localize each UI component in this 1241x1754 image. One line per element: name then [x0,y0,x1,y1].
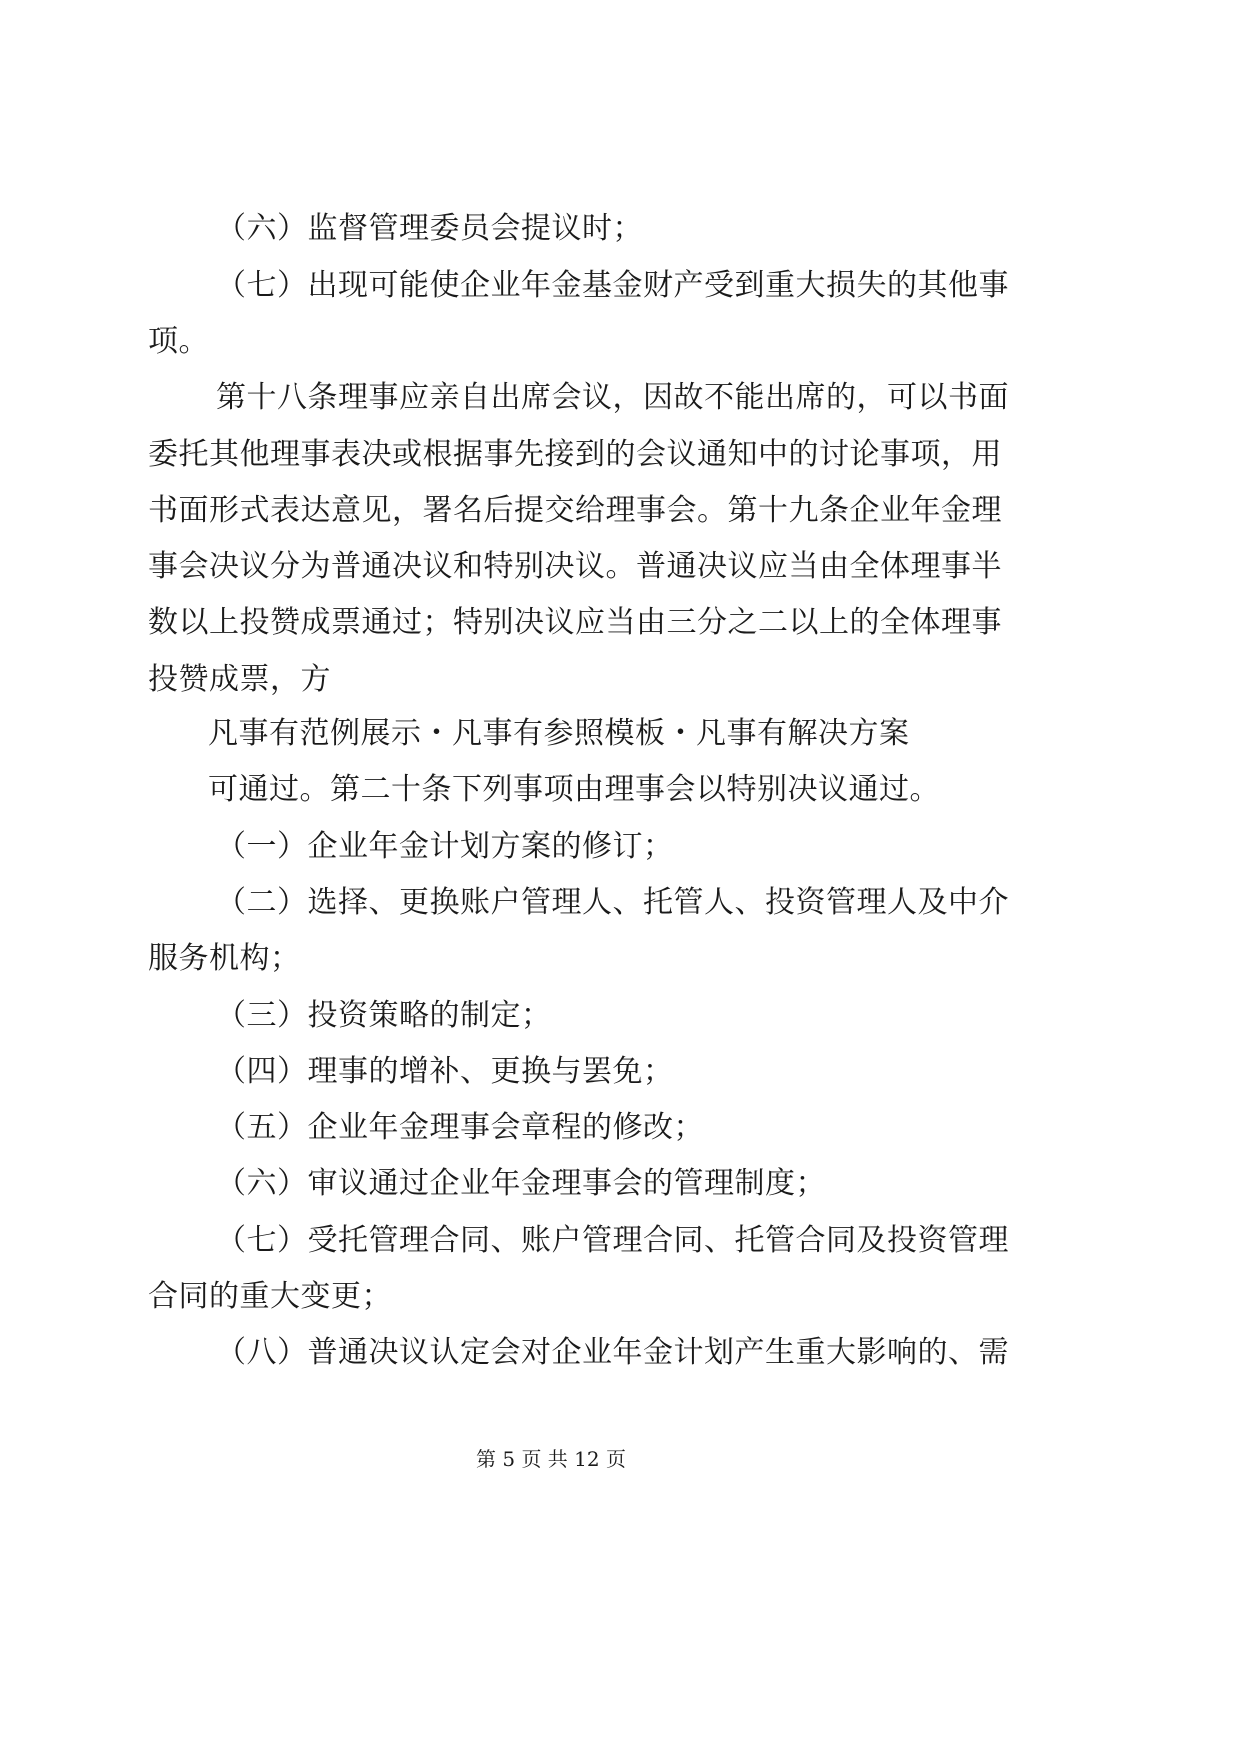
text-line: （六）监督管理委员会提议时； [216,211,643,246]
text-line: （四）理事的增补、更换与罢免； [216,1054,674,1089]
text-line: 凡事有范例展示・凡事有参照模板・凡事有解决方案 [208,716,910,751]
text-line: 委托其他理事表决或根据事先接到的会议通知中的讨论事项，用 [148,437,1002,472]
text-line: （五）企业年金理事会章程的修改； [216,1110,704,1145]
text-line: 服务机构； [148,941,301,976]
text-line: 事会决议分为普通决议和特别决议。普通决议应当由全体理事半 [148,549,1002,584]
text-line: 书面形式表达意见，署名后提交给理事会。第十九条企业年金理 [148,493,1002,528]
text-line: 第十八条理事应亲自出席会议，因故不能出席的，可以书面 [216,380,1009,415]
text-line: （一）企业年金计划方案的修订； [216,829,674,864]
text-line: （六）审议通过企业年金理事会的管理制度； [216,1166,826,1201]
text-line: （八）普通决议认定会对企业年金计划产生重大影响的、需 [216,1335,1009,1370]
page-number-footer: 第 5 页 共 12 页 [476,1447,626,1471]
text-line: 合同的重大变更； [148,1279,392,1314]
text-line: （二）选择、更换账户管理人、托管人、投资管理人及中介 [216,885,1009,920]
text-line: （七）出现可能使企业年金基金财产受到重大损失的其他事 [216,268,1009,303]
text-line: 可通过。第二十条下列事项由理事会以特别决议通过。 [208,772,940,807]
text-line: （七）受托管理合同、账户管理合同、托管合同及投资管理 [216,1223,1009,1258]
text-line: 投赞成票，方 [148,662,331,697]
text-line: （三）投资策略的制定； [216,998,552,1033]
text-line: 项。 [148,324,209,359]
text-line: 数以上投赞成票通过；特别决议应当由三分之二以上的全体理事 [148,605,1002,640]
